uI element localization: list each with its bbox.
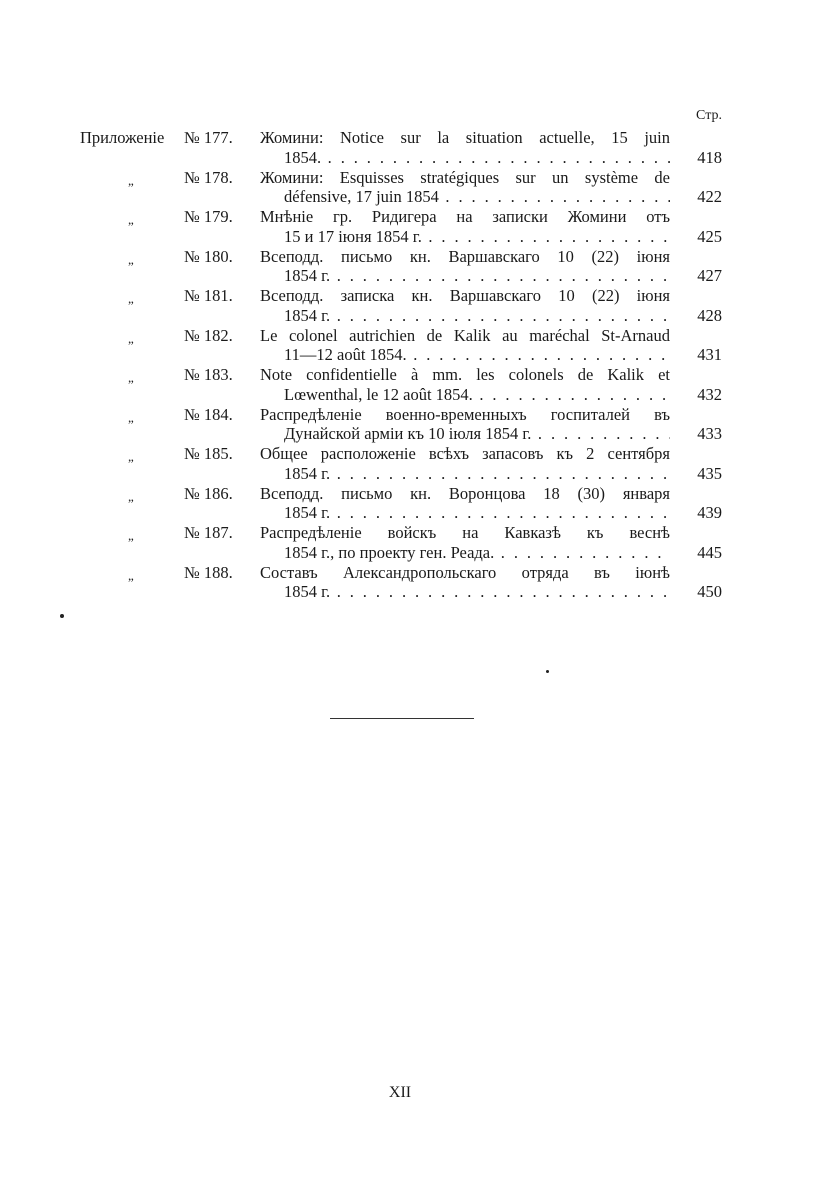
entry-number: № 188. xyxy=(184,562,233,582)
appendix-label: Приложеніе xyxy=(80,128,165,147)
entry-title-line1: Составъ Александропольскаго отряда въ іюнѣ xyxy=(260,562,670,582)
entry-page: 427 xyxy=(697,266,722,285)
entry-title-line1: Мнѣніе гр. Ридигера на записки Жомини отъ xyxy=(260,207,670,226)
toc-entry xyxy=(60,563,722,603)
ditto-mark: „ xyxy=(128,528,134,543)
ditto-mark: „ xyxy=(128,291,134,306)
scan-speck xyxy=(546,670,549,673)
ditto-mark: „ xyxy=(128,488,134,504)
entry-number: № 182. xyxy=(184,325,233,345)
entry-number: № 177. xyxy=(184,128,233,147)
entry-page: 450 xyxy=(697,582,722,601)
entry-title-line1: Всеподд. письмо кн. Воронцова 18 (30) января xyxy=(260,483,670,503)
entry-title-line2: 1854. . . . xyxy=(284,148,670,168)
entry-page: 431 xyxy=(697,345,722,364)
entry-title-line2: 15 и 17 іюня 1854 г. . . . xyxy=(284,227,670,247)
page-number: XII xyxy=(388,1084,412,1101)
toc-entry xyxy=(60,168,722,208)
toc-entry xyxy=(60,207,722,247)
entry-title-line2: 11—12 août 1854. . . . xyxy=(284,345,670,365)
toc-entry xyxy=(60,405,722,445)
entry-title-line2: 1854 г. . . . xyxy=(284,266,670,286)
entry-title-line2: 1854 г., по проекту ген. Реада. . . . xyxy=(284,543,670,563)
entry-number: № 183. xyxy=(184,365,233,384)
ditto-mark: „ xyxy=(128,330,134,346)
entry-title-line2: Lœwenthal, le 12 août 1854. . . . xyxy=(284,385,670,405)
ditto-mark: „ xyxy=(128,449,134,464)
toc-entry xyxy=(60,523,722,563)
entry-page: 422 xyxy=(697,187,722,206)
entry-title-line1: Le colonel autrichien de Kalik au maréchal St-Arnaud xyxy=(260,325,670,345)
entry-number: № 181. xyxy=(184,286,233,305)
entry-title-line1: Жомини: Notice sur la situation actuelle, 15 juin xyxy=(260,128,670,147)
entry-title-line1: Всеподд. записка кн. Варшавскаго 10 (22) іюня xyxy=(260,286,670,305)
entry-title-line2: 1854 г. . . . xyxy=(284,582,670,602)
ditto-mark: „ xyxy=(128,370,134,385)
entry-page: 433 xyxy=(697,424,722,443)
ditto-mark: „ xyxy=(128,172,134,188)
ditto-mark: „ xyxy=(128,212,134,227)
entry-title-line1: Распредѣленіе войскъ на Кавказѣ къ веснѣ xyxy=(260,523,670,542)
section-divider xyxy=(330,718,474,719)
entry-page: 425 xyxy=(697,226,722,246)
toc-entry xyxy=(60,326,722,366)
entry-title-line1: Жомини: Esquisses stratégiques sur un système de xyxy=(260,167,670,187)
entry-page: 418 xyxy=(697,147,722,167)
toc-entry xyxy=(60,128,722,168)
toc-entry xyxy=(60,444,722,484)
entry-number: № 186. xyxy=(184,483,233,503)
table-of-contents xyxy=(60,128,722,602)
entry-number: № 184. xyxy=(184,404,233,424)
entry-title-line2: 1854 г. . . . xyxy=(284,503,670,523)
entry-title-line1: Всеподд. письмо кн. Варшавскаго 10 (22) іюня xyxy=(260,246,670,266)
entry-number: № 187. xyxy=(184,523,233,542)
ditto-mark: „ xyxy=(128,409,134,425)
ditto-mark: „ xyxy=(128,567,134,583)
entry-title-line1: Распредѣленіе военно-временныхъ госпиталей въ xyxy=(260,404,670,424)
entry-number: № 179. xyxy=(184,207,233,226)
entry-page: 445 xyxy=(697,542,722,562)
entry-title-line2: Дунайской арміи къ 10 іюля 1854 г. . . . xyxy=(284,424,670,444)
ditto-mark: „ xyxy=(128,251,134,267)
entry-title-line1: Note confidentielle à mm. les colonels de Kalik et xyxy=(260,365,670,384)
entry-title-line2: défensive, 17 juin 1854 . . . xyxy=(284,187,670,207)
toc-entry xyxy=(60,365,722,405)
entry-page: 428 xyxy=(697,305,722,325)
entry-page: 432 xyxy=(697,384,722,404)
entry-number: № 180. xyxy=(184,246,233,266)
entry-title-line1: Общее расположеніе всѣхъ запасовъ къ 2 сентября xyxy=(260,444,670,463)
toc-entry xyxy=(60,484,722,524)
scan-speck xyxy=(60,614,64,618)
entry-title-line2: 1854 г. . . . xyxy=(284,306,670,326)
entry-number: № 185. xyxy=(184,444,233,463)
toc-entry xyxy=(60,286,722,326)
page-column-header: Стр. xyxy=(696,108,722,123)
toc-entry xyxy=(60,247,722,287)
entry-number: № 178. xyxy=(184,167,233,187)
entry-title-line2: 1854 г. . . . xyxy=(284,464,670,484)
entry-page: 439 xyxy=(697,503,722,522)
entry-page: 435 xyxy=(697,463,722,483)
